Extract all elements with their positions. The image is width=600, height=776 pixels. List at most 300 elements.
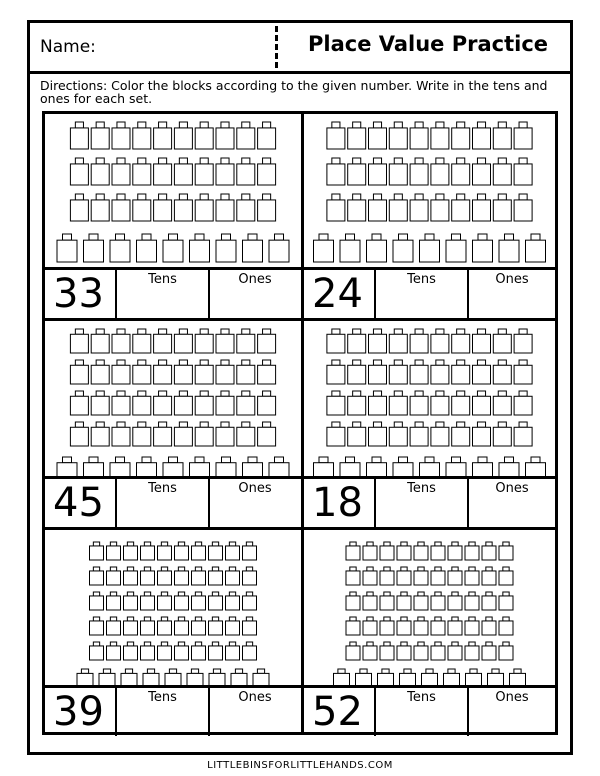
ten-block bbox=[258, 329, 276, 353]
ones-label: Ones bbox=[238, 272, 272, 287]
ten-block bbox=[473, 422, 491, 446]
block-area-2[interactable] bbox=[304, 114, 555, 267]
ten-block bbox=[431, 329, 449, 353]
ten-block bbox=[389, 194, 407, 221]
ten-block bbox=[192, 617, 206, 635]
one-block bbox=[253, 669, 269, 685]
ten-block bbox=[431, 391, 449, 415]
one-block bbox=[510, 669, 526, 685]
answer-row-1 bbox=[45, 270, 301, 318]
problem-number: 18 bbox=[304, 479, 376, 527]
answer-row-4 bbox=[304, 479, 555, 527]
ten-block bbox=[499, 542, 513, 560]
ten-block bbox=[493, 122, 511, 149]
ten-block bbox=[158, 542, 172, 560]
ten-block bbox=[452, 360, 470, 384]
ten-block bbox=[209, 542, 223, 560]
ten-block bbox=[209, 592, 223, 610]
ten-block bbox=[327, 158, 345, 185]
block-area-4[interactable] bbox=[304, 321, 555, 476]
ten-block bbox=[154, 391, 172, 415]
ten-block bbox=[158, 592, 172, 610]
ten-block bbox=[243, 542, 257, 560]
ten-block bbox=[141, 617, 155, 635]
ten-block bbox=[380, 542, 394, 560]
ten-block bbox=[192, 642, 206, 660]
ten-block bbox=[112, 329, 130, 353]
ten-block bbox=[243, 567, 257, 585]
ten-block bbox=[107, 642, 121, 660]
ten-block bbox=[397, 617, 411, 635]
one-block bbox=[121, 669, 137, 685]
one-block bbox=[216, 457, 236, 476]
ten-block bbox=[209, 567, 223, 585]
one-block bbox=[499, 457, 519, 476]
one-block bbox=[163, 457, 183, 476]
ten-block bbox=[226, 567, 240, 585]
ten-block bbox=[91, 194, 109, 221]
problem-number: 24 bbox=[304, 270, 376, 318]
ten-block bbox=[346, 592, 360, 610]
one-block bbox=[163, 234, 183, 262]
one-block bbox=[393, 234, 413, 262]
ten-block bbox=[380, 592, 394, 610]
tens-label: Tens bbox=[148, 481, 177, 496]
ten-block bbox=[133, 422, 151, 446]
ten-block bbox=[431, 592, 445, 610]
ten-block bbox=[226, 617, 240, 635]
ten-block bbox=[389, 391, 407, 415]
ones-box[interactable] bbox=[469, 688, 555, 736]
ten-block bbox=[431, 617, 445, 635]
ten-block bbox=[452, 194, 470, 221]
ten-block bbox=[174, 329, 192, 353]
one-block bbox=[422, 669, 438, 685]
ten-block bbox=[452, 122, 470, 149]
ten-block bbox=[397, 567, 411, 585]
ten-block bbox=[448, 592, 462, 610]
ten-block bbox=[465, 567, 479, 585]
ten-block bbox=[258, 158, 276, 185]
ten-block bbox=[124, 592, 138, 610]
ten-block bbox=[389, 329, 407, 353]
ten-block bbox=[70, 422, 88, 446]
ten-block bbox=[369, 360, 387, 384]
ten-block bbox=[258, 422, 276, 446]
ten-block bbox=[397, 642, 411, 660]
ten-block bbox=[482, 592, 496, 610]
ten-block bbox=[70, 329, 88, 353]
ten-block bbox=[237, 158, 255, 185]
ten-block bbox=[410, 158, 428, 185]
ten-block bbox=[473, 194, 491, 221]
ten-block bbox=[175, 542, 189, 560]
ten-block bbox=[107, 542, 121, 560]
ten-block bbox=[431, 158, 449, 185]
block-area-6[interactable] bbox=[304, 530, 555, 685]
ten-block bbox=[226, 642, 240, 660]
ten-block bbox=[175, 617, 189, 635]
ten-block bbox=[90, 617, 104, 635]
one-block bbox=[378, 669, 394, 685]
ten-block bbox=[363, 567, 377, 585]
one-block bbox=[393, 457, 413, 476]
ten-block bbox=[154, 194, 172, 221]
ten-block bbox=[174, 360, 192, 384]
one-block bbox=[57, 457, 77, 476]
ten-block bbox=[410, 391, 428, 415]
ten-block bbox=[473, 391, 491, 415]
ten-block bbox=[397, 592, 411, 610]
ten-block bbox=[226, 592, 240, 610]
ten-block bbox=[389, 422, 407, 446]
ten-block bbox=[195, 391, 213, 415]
worksheet-frame bbox=[27, 20, 573, 755]
ten-block bbox=[158, 642, 172, 660]
ten-block bbox=[154, 122, 172, 149]
ten-block bbox=[348, 391, 366, 415]
one-block bbox=[420, 457, 440, 476]
one-block bbox=[446, 457, 466, 476]
ten-block bbox=[346, 617, 360, 635]
ten-block bbox=[389, 158, 407, 185]
ten-block bbox=[431, 122, 449, 149]
ten-block bbox=[493, 360, 511, 384]
ten-block bbox=[327, 122, 345, 149]
one-block bbox=[209, 669, 225, 685]
ten-block bbox=[482, 617, 496, 635]
ten-block bbox=[124, 617, 138, 635]
ten-block bbox=[237, 194, 255, 221]
tens-label: Tens bbox=[148, 272, 177, 287]
ten-block bbox=[195, 122, 213, 149]
ten-block bbox=[514, 158, 532, 185]
ten-block bbox=[91, 360, 109, 384]
ten-block bbox=[70, 158, 88, 185]
ten-block bbox=[258, 360, 276, 384]
one-block bbox=[367, 457, 387, 476]
ten-block bbox=[410, 360, 428, 384]
ten-block bbox=[192, 542, 206, 560]
ten-block bbox=[141, 567, 155, 585]
ten-block bbox=[107, 592, 121, 610]
ten-block bbox=[414, 567, 428, 585]
ten-block bbox=[258, 391, 276, 415]
block-area-3[interactable] bbox=[45, 321, 301, 476]
ten-block bbox=[348, 422, 366, 446]
one-block bbox=[420, 234, 440, 262]
ones-box[interactable] bbox=[210, 479, 300, 527]
ten-block bbox=[414, 617, 428, 635]
ten-block bbox=[380, 567, 394, 585]
ten-block bbox=[493, 158, 511, 185]
ten-block bbox=[174, 422, 192, 446]
ten-block bbox=[209, 617, 223, 635]
one-block bbox=[143, 669, 159, 685]
ten-block bbox=[158, 617, 172, 635]
ten-block bbox=[237, 360, 255, 384]
ten-block bbox=[112, 158, 130, 185]
ten-block bbox=[91, 329, 109, 353]
ones-box[interactable] bbox=[210, 688, 300, 736]
one-block bbox=[473, 457, 493, 476]
one-block bbox=[243, 457, 263, 476]
one-block bbox=[84, 457, 104, 476]
one-block bbox=[314, 234, 334, 262]
one-block bbox=[334, 669, 350, 685]
ten-block bbox=[448, 642, 462, 660]
tens-box[interactable] bbox=[376, 270, 469, 318]
ten-block bbox=[514, 360, 532, 384]
tens-box[interactable] bbox=[376, 688, 469, 736]
ten-block bbox=[499, 567, 513, 585]
ten-block bbox=[112, 122, 130, 149]
tens-box[interactable] bbox=[117, 688, 210, 736]
ten-block bbox=[141, 592, 155, 610]
ten-block bbox=[226, 542, 240, 560]
ones-label: Ones bbox=[495, 481, 529, 496]
ten-block bbox=[133, 329, 151, 353]
ten-block bbox=[195, 329, 213, 353]
problem-number: 39 bbox=[45, 688, 117, 736]
ten-block bbox=[514, 122, 532, 149]
ten-block bbox=[112, 391, 130, 415]
one-block bbox=[110, 234, 130, 262]
ten-block bbox=[346, 567, 360, 585]
ten-block bbox=[195, 422, 213, 446]
ten-block bbox=[243, 642, 257, 660]
block-area-1[interactable] bbox=[45, 114, 301, 267]
ten-block bbox=[195, 158, 213, 185]
ten-block bbox=[91, 422, 109, 446]
ten-block bbox=[216, 391, 234, 415]
ten-block bbox=[465, 542, 479, 560]
ten-block bbox=[431, 567, 445, 585]
ten-block bbox=[482, 542, 496, 560]
ten-block bbox=[514, 329, 532, 353]
ten-block bbox=[348, 122, 366, 149]
ten-block bbox=[448, 542, 462, 560]
ten-block bbox=[499, 592, 513, 610]
ten-block bbox=[482, 642, 496, 660]
ten-block bbox=[90, 642, 104, 660]
one-block bbox=[269, 457, 289, 476]
ten-block bbox=[154, 158, 172, 185]
problem-grid bbox=[42, 111, 558, 735]
one-block bbox=[444, 669, 460, 685]
ten-block bbox=[514, 194, 532, 221]
answer-row-3 bbox=[45, 479, 301, 527]
ten-block bbox=[175, 592, 189, 610]
tens-label: Tens bbox=[407, 272, 436, 287]
ten-block bbox=[243, 592, 257, 610]
answer-row-5 bbox=[45, 688, 301, 736]
one-block bbox=[231, 669, 247, 685]
ten-block bbox=[493, 194, 511, 221]
ten-block bbox=[410, 329, 428, 353]
ten-block bbox=[499, 642, 513, 660]
problem-number: 33 bbox=[45, 270, 117, 318]
page-title: Place Value Practice bbox=[308, 32, 549, 56]
ten-block bbox=[195, 360, 213, 384]
ten-block bbox=[243, 617, 257, 635]
ten-block bbox=[192, 567, 206, 585]
ten-block bbox=[70, 194, 88, 221]
ten-block bbox=[465, 642, 479, 660]
ones-box[interactable] bbox=[210, 270, 300, 318]
ten-block bbox=[380, 617, 394, 635]
one-block bbox=[340, 234, 360, 262]
ten-block bbox=[70, 391, 88, 415]
ten-block bbox=[369, 122, 387, 149]
tens-box[interactable] bbox=[117, 270, 210, 318]
ten-block bbox=[154, 360, 172, 384]
ten-block bbox=[389, 122, 407, 149]
one-block bbox=[190, 234, 210, 262]
header-divider bbox=[275, 26, 278, 68]
ten-block bbox=[493, 391, 511, 415]
ten-block bbox=[112, 360, 130, 384]
ten-block bbox=[410, 122, 428, 149]
ten-block bbox=[369, 422, 387, 446]
tens-label: Tens bbox=[148, 690, 177, 705]
ten-block bbox=[237, 122, 255, 149]
ten-block bbox=[133, 122, 151, 149]
ten-block bbox=[216, 360, 234, 384]
ten-block bbox=[369, 194, 387, 221]
ten-block bbox=[473, 360, 491, 384]
ten-block bbox=[91, 122, 109, 149]
ten-block bbox=[174, 158, 192, 185]
ten-block bbox=[90, 542, 104, 560]
one-block bbox=[499, 234, 519, 262]
one-block bbox=[243, 234, 263, 262]
ten-block bbox=[514, 391, 532, 415]
ones-box[interactable] bbox=[469, 270, 555, 318]
ten-block bbox=[431, 360, 449, 384]
ten-block bbox=[389, 360, 407, 384]
ten-block bbox=[91, 391, 109, 415]
ten-block bbox=[237, 391, 255, 415]
ones-label: Ones bbox=[238, 481, 272, 496]
ten-block bbox=[216, 329, 234, 353]
ten-block bbox=[141, 542, 155, 560]
one-block bbox=[190, 457, 210, 476]
tens-label: Tens bbox=[407, 690, 436, 705]
ten-block bbox=[410, 194, 428, 221]
ten-block bbox=[346, 642, 360, 660]
worksheet-header bbox=[30, 23, 570, 74]
ten-block bbox=[216, 422, 234, 446]
ten-block bbox=[452, 391, 470, 415]
one-block bbox=[526, 234, 546, 262]
ten-block bbox=[431, 422, 449, 446]
ten-block bbox=[158, 567, 172, 585]
ten-block bbox=[465, 617, 479, 635]
ten-block bbox=[192, 592, 206, 610]
ten-block bbox=[348, 158, 366, 185]
ten-block bbox=[482, 567, 496, 585]
ten-block bbox=[237, 422, 255, 446]
ten-block bbox=[216, 158, 234, 185]
ten-block bbox=[133, 391, 151, 415]
ten-block bbox=[174, 391, 192, 415]
ten-block bbox=[90, 567, 104, 585]
problem-number: 52 bbox=[304, 688, 376, 736]
one-block bbox=[314, 457, 334, 476]
ten-block bbox=[346, 542, 360, 560]
ten-block bbox=[414, 592, 428, 610]
one-block bbox=[110, 457, 130, 476]
one-block bbox=[269, 234, 289, 262]
directions-text: Directions: Color the blocks according to the given number. Write in the tens and ones for each set. bbox=[40, 78, 548, 106]
ten-block bbox=[237, 329, 255, 353]
ten-block bbox=[216, 122, 234, 149]
one-block bbox=[77, 669, 93, 685]
ten-block bbox=[363, 592, 377, 610]
ten-block bbox=[363, 542, 377, 560]
one-block bbox=[137, 457, 157, 476]
ten-block bbox=[175, 567, 189, 585]
one-block bbox=[216, 234, 236, 262]
ten-block bbox=[465, 592, 479, 610]
ten-block bbox=[154, 329, 172, 353]
ten-block bbox=[70, 360, 88, 384]
ten-block bbox=[499, 617, 513, 635]
ten-block bbox=[348, 329, 366, 353]
ten-block bbox=[258, 194, 276, 221]
ten-block bbox=[327, 391, 345, 415]
one-block bbox=[446, 234, 466, 262]
ones-box[interactable] bbox=[469, 479, 555, 527]
answer-row-2 bbox=[304, 270, 555, 318]
ones-label: Ones bbox=[495, 690, 529, 705]
ten-block bbox=[154, 422, 172, 446]
ten-block bbox=[448, 567, 462, 585]
ten-block bbox=[363, 642, 377, 660]
ten-block bbox=[473, 329, 491, 353]
one-block bbox=[526, 457, 546, 476]
tens-box[interactable] bbox=[376, 479, 469, 527]
ten-block bbox=[473, 158, 491, 185]
ten-block bbox=[348, 360, 366, 384]
tens-label: Tens bbox=[407, 481, 436, 496]
ten-block bbox=[493, 422, 511, 446]
ten-block bbox=[133, 360, 151, 384]
block-area-5[interactable] bbox=[45, 530, 301, 685]
ten-block bbox=[175, 642, 189, 660]
ten-block bbox=[473, 122, 491, 149]
tens-box[interactable] bbox=[117, 479, 210, 527]
ten-block bbox=[431, 642, 445, 660]
ten-block bbox=[431, 542, 445, 560]
ten-block bbox=[369, 329, 387, 353]
ten-block bbox=[493, 329, 511, 353]
ten-block bbox=[348, 194, 366, 221]
ten-block bbox=[431, 194, 449, 221]
one-block bbox=[165, 669, 181, 685]
ten-block bbox=[90, 592, 104, 610]
footer-website: LITTLEBINSFORLITTLEHANDS.COM bbox=[207, 760, 393, 771]
ten-block bbox=[327, 194, 345, 221]
ten-block bbox=[216, 194, 234, 221]
ten-block bbox=[107, 567, 121, 585]
problem-number: 45 bbox=[45, 479, 117, 527]
ten-block bbox=[141, 642, 155, 660]
ten-block bbox=[452, 158, 470, 185]
one-block bbox=[367, 234, 387, 262]
ten-block bbox=[414, 642, 428, 660]
